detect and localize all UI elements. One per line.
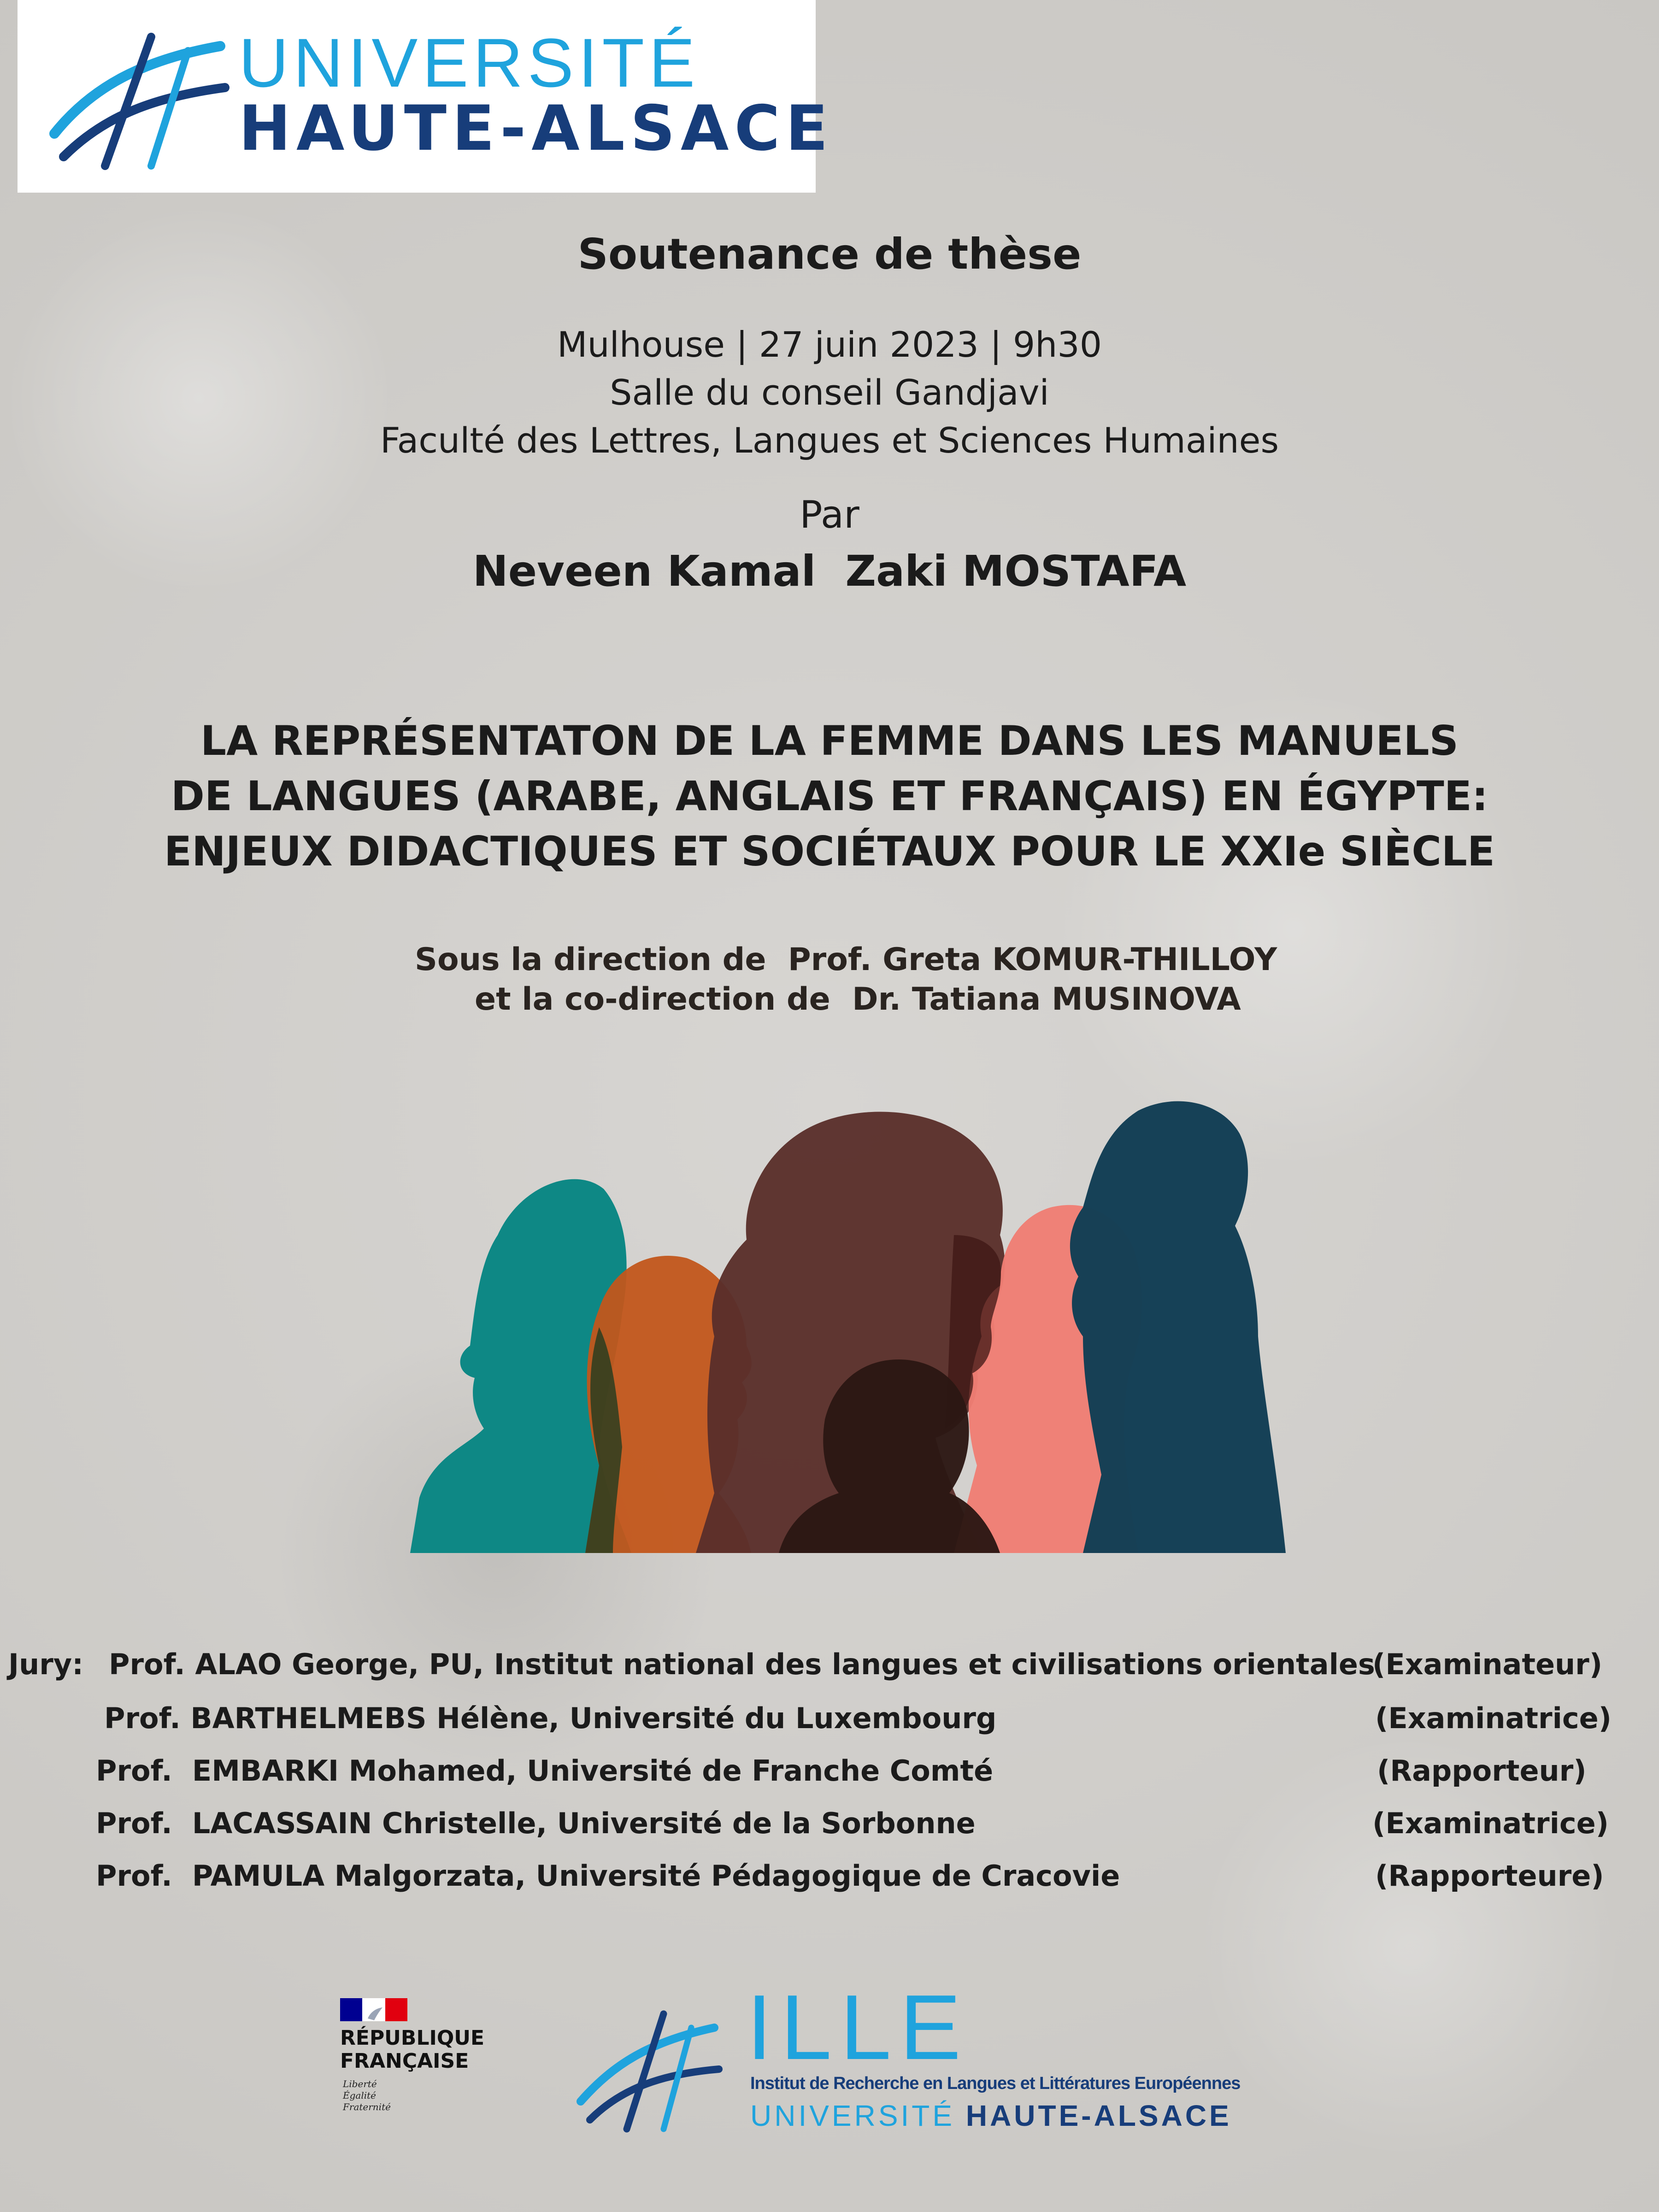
ille-subtitle: Institut de Recherche en Langues et Littératures Européennes xyxy=(750,2074,1241,2093)
logo-line-universite: UNIVERSITÉ xyxy=(239,24,700,101)
thesis-director: Sous la direction de Prof. Greta KOMUR-THILLOY xyxy=(415,941,1277,978)
jury-member-name: Prof. EMBARKI Mohamed, Université de Franche Comté xyxy=(96,1754,994,1788)
thesis-title-line: LA REPRÉSENTATON DE LA FEMME DANS LES MANUELS xyxy=(200,717,1459,765)
jury-member-name: Prof. ALAO George, PU, Institut national des langues et civilisations orientales xyxy=(109,1647,1375,1681)
event-type: Soutenance de thèse xyxy=(577,229,1082,279)
women-silhouettes-illustration xyxy=(382,1097,1313,1558)
logo-line-haute-alsace: HAUTE-ALSACE xyxy=(239,92,834,165)
event-faculty: Faculté des Lettres, Langues et Sciences Humaines xyxy=(380,420,1279,461)
jury-member-name: Prof. LACASSAIN Christelle, Université de la Sorbonne xyxy=(96,1806,976,1840)
event-date-place: Mulhouse | 27 juin 2023 | 9h30 xyxy=(557,324,1102,365)
thesis-title-line: ENJEUX DIDACTIQUES ET SOCIÉTAUX POUR LE XXIe SIÈCLE xyxy=(164,828,1495,875)
ille-monogram-icon xyxy=(571,2000,724,2138)
silhouette-navy xyxy=(1070,1101,1286,1553)
ille-name: ILLE xyxy=(747,1976,970,2079)
jury-member-role: (Examinateur) xyxy=(1372,1647,1603,1681)
republique-francaise-motto xyxy=(343,2078,391,2113)
jury-member-role: (Rapporteur) xyxy=(1377,1754,1587,1788)
jury-member-name: Prof. BARTHELMEBS Hélène, Université du Luxembourg xyxy=(104,1701,997,1735)
university-logo xyxy=(18,0,834,193)
republique-francaise-flag-icon xyxy=(340,1998,407,2021)
ille-university-name xyxy=(750,2099,1232,2133)
rf-motto-egalite: Égalité xyxy=(343,2090,376,2101)
rf-motto-fraternite: Fraternité xyxy=(343,2101,391,2112)
uha-monogram-icon xyxy=(36,18,229,175)
rf-motto-liberte: Liberté xyxy=(343,2078,377,2089)
jury-member-name: Prof. PAMULA Malgorzata, Université Pédagogique de Cracovie xyxy=(96,1859,1120,1893)
rf-line2: FRANÇAISE xyxy=(340,2049,469,2073)
thesis-co-director: et la co-direction de Dr. Tatiana MUSINOVA xyxy=(475,981,1241,1018)
jury-member-role: (Examinatrice) xyxy=(1375,1701,1612,1735)
jury-member-role: (Rapporteure) xyxy=(1375,1859,1604,1893)
rf-line1: RÉPUBLIQUE xyxy=(340,2026,485,2050)
republique-francaise-name xyxy=(340,2027,484,2073)
event-room: Salle du conseil Gandjavi xyxy=(610,372,1049,413)
by-label: Par xyxy=(800,493,859,537)
thesis-title-line: DE LANGUES (ARABE, ANGLAIS ET FRANÇAIS) EN ÉGYPTE: xyxy=(171,772,1488,820)
jury-label: Jury: xyxy=(8,1647,83,1681)
jury-member-role: (Examinatrice) xyxy=(1372,1806,1609,1840)
ille-uha-line2: HAUTE-ALSACE xyxy=(965,2099,1232,2132)
author-name: Neveen Kamal Zaki MOSTAFA xyxy=(472,547,1187,596)
ille-uha-line1: UNIVERSITÉ xyxy=(750,2099,955,2132)
